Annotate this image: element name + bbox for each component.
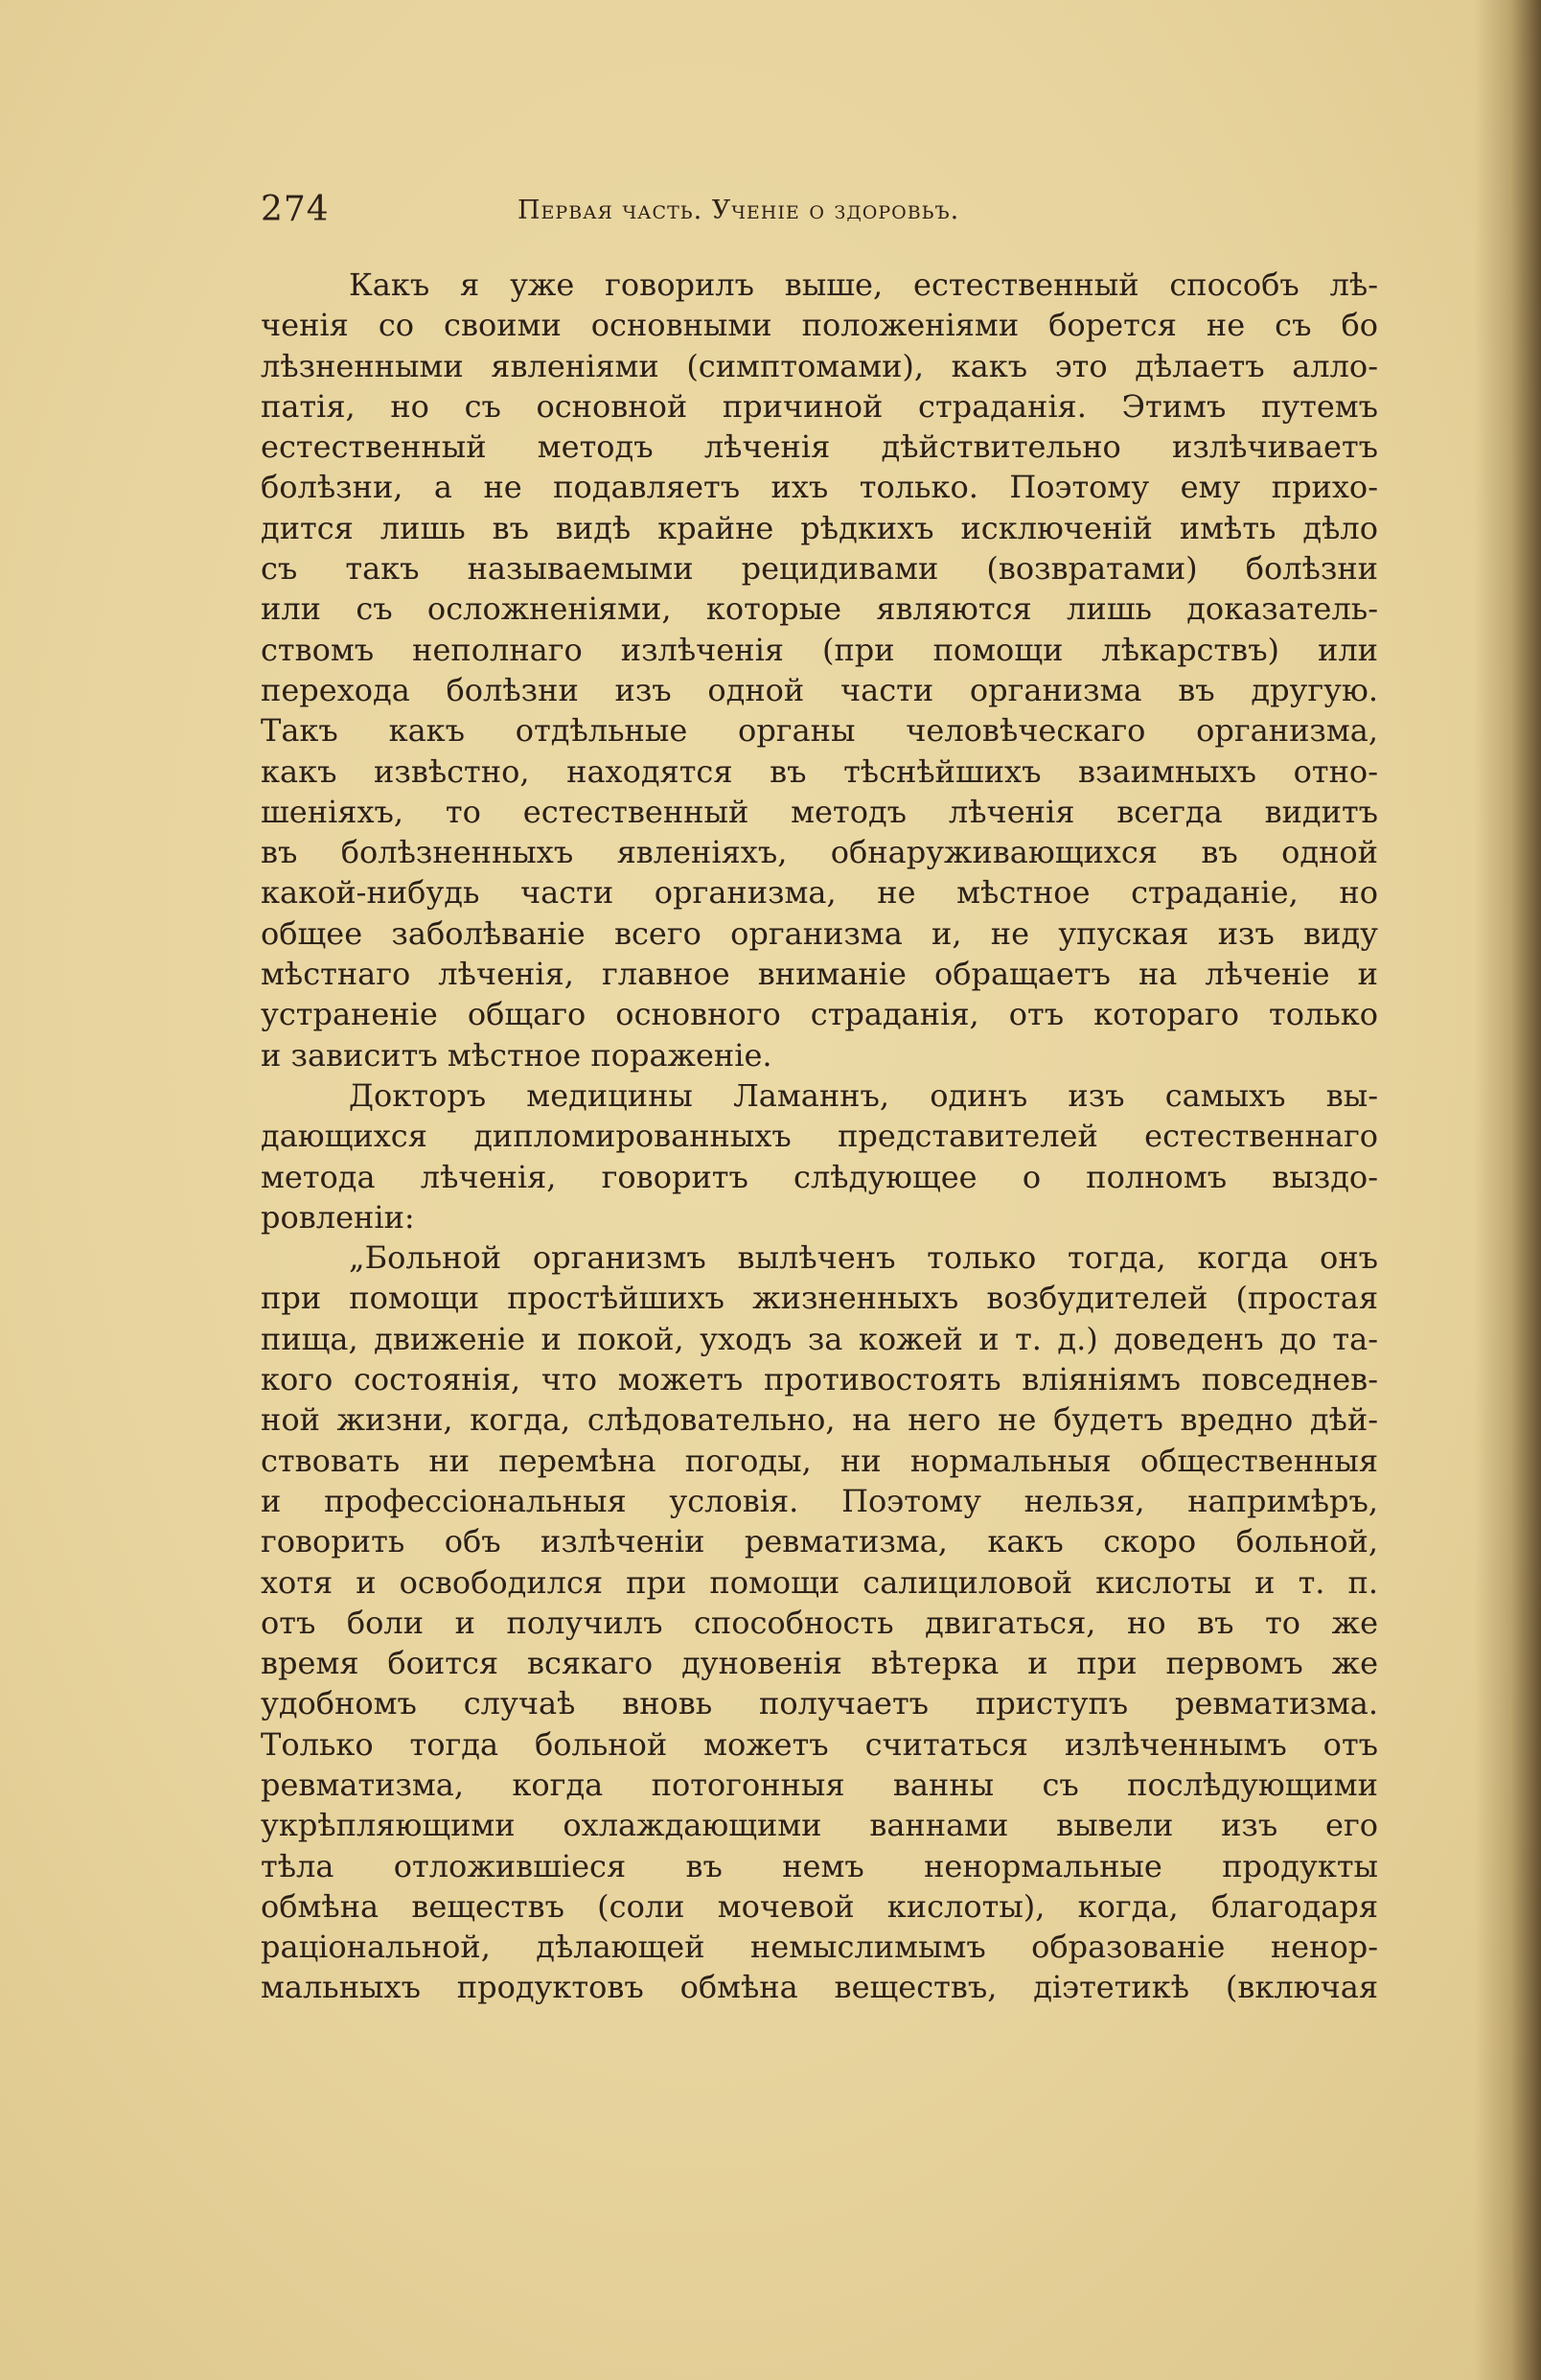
text-line: при помощи простѣйшихъ жизненныхъ возбудителей (простая — [261, 1280, 1378, 1317]
text-line: патія, но съ основной причиной страданія. Этимъ путемъ — [261, 387, 1378, 425]
text-line: лѣзненными явленіями (симптомами), какъ это дѣлаетъ алло- — [261, 347, 1378, 384]
text-line: Докторъ медицины Ламаннъ, одинъ изъ самыхъ вы- — [349, 1076, 1378, 1114]
text-line: удобномъ случаѣ вновь получаетъ приступъ ревматизма. — [261, 1685, 1378, 1722]
text-line: перехода болѣзни изъ одной части организма въ другую. — [261, 671, 1378, 708]
text-line: хотя и освободился при помощи салициловой кислоты и т. п. — [261, 1563, 1378, 1601]
text-line: общее заболѣваніе всего организма и, не упуская изъ виду — [261, 914, 1378, 952]
text-line: укрѣпляющими охлаждающими ваннами вывели изъ его — [261, 1807, 1378, 1844]
text-line: обмѣна веществъ (соли мочевой кислоты), когда, благодаря — [261, 1887, 1378, 1925]
page-number: 274 — [261, 190, 330, 229]
text-line: устраненіе общаго основного страданія, отъ котораго только — [261, 996, 1378, 1033]
text-line: мальныхъ продуктовъ обмѣна веществъ, діэтетикѣ (включая — [261, 1969, 1378, 2006]
text-line: дающихся дипломированныхъ представителей естественнаго — [261, 1118, 1378, 1155]
text-line: и зависитъ мѣстное пораженіе. — [261, 1036, 772, 1074]
text-line: и профессіональныя условія. Поэтому нельзя, напримѣръ, — [261, 1482, 1378, 1519]
text-line: ной жизни, когда, слѣдовательно, на него не будетъ вредно дѣй- — [261, 1401, 1378, 1439]
text-line: какъ извѣстно, находятся въ тѣснѣйшихъ взаимныхъ отно- — [261, 752, 1378, 790]
text-line: какой-нибудь части организма, не мѣстное страданіе, но — [261, 874, 1378, 912]
text-line: ствомъ неполнаго излѣченія (при помощи лѣкарствъ) или — [261, 631, 1378, 668]
text-line: кого состоянія, что можетъ противостоять вліяніямъ повседнев- — [261, 1361, 1378, 1398]
text-line: ревматизма, когда потогонныя ванны съ послѣдующими — [261, 1766, 1378, 1803]
body-text — [261, 265, 1378, 2008]
text-line: ствовать ни перемѣна погоды, ни нормальныя общественныя — [261, 1442, 1378, 1479]
text-line: болѣзни, а не подавляетъ ихъ только. Поэтому ему прихо- — [261, 469, 1378, 506]
running-head — [261, 190, 1392, 236]
text-line: или съ осложненіями, которые являются лишь доказатель- — [261, 590, 1378, 628]
text-line: мѣстнаго лѣченія, главное вниманіе обращаетъ на лѣченіе и — [261, 956, 1378, 993]
running-head-title: Первая часть. Ученіе о здоровьъ. — [518, 196, 960, 225]
text-line: Какъ я уже говорилъ выше, естественный способъ лѣ- — [349, 266, 1378, 303]
text-line: „Больной организмъ вылѣченъ только тогда, когда онъ — [349, 1239, 1378, 1277]
text-line: ченія со своими основными положеніями борется не съ бо — [261, 307, 1378, 344]
text-line: въ болѣзненныхъ явленіяхъ, обнаруживающихся въ одной — [261, 834, 1378, 871]
text-line: тѣла отложившіеся въ немъ ненормальные продукты — [261, 1847, 1378, 1884]
text-line: время боится всякаго дуновенія вѣтерка и при первомъ же — [261, 1645, 1378, 1682]
text-line: отъ боли и получилъ способность двигаться, но въ то же — [261, 1604, 1378, 1641]
text-line: Такъ какъ отдѣльные органы человѣческаго организма, — [261, 712, 1378, 750]
text-line: шеніяхъ, то естественный методъ лѣченія всегда видитъ — [261, 793, 1378, 830]
text-line: говорить объ излѣченіи ревматизма, какъ скоро больной, — [261, 1523, 1378, 1560]
text-line: Только тогда больной можетъ считаться излѣченнымъ отъ — [261, 1725, 1378, 1763]
text-line: ровленіи: — [261, 1198, 415, 1236]
text-line: съ такъ называемыми рецидивами (возвратами) болѣзни — [261, 550, 1378, 588]
text-line: метода лѣченія, говоритъ слѣдующее о полномъ выздо- — [261, 1158, 1378, 1195]
text-line: раціональной, дѣлающей немыслимымъ образованіе ненор- — [261, 1929, 1378, 1966]
text-line: естественный методъ лѣченія дѣйствительно излѣчиваетъ — [261, 428, 1378, 466]
text-line: пища, движеніе и покой, уходъ за кожей и т. д.) доведенъ до та- — [261, 1320, 1378, 1357]
text-line: дится лишь въ видѣ крайне рѣдкихъ исключеній имѣть дѣло — [261, 509, 1378, 546]
